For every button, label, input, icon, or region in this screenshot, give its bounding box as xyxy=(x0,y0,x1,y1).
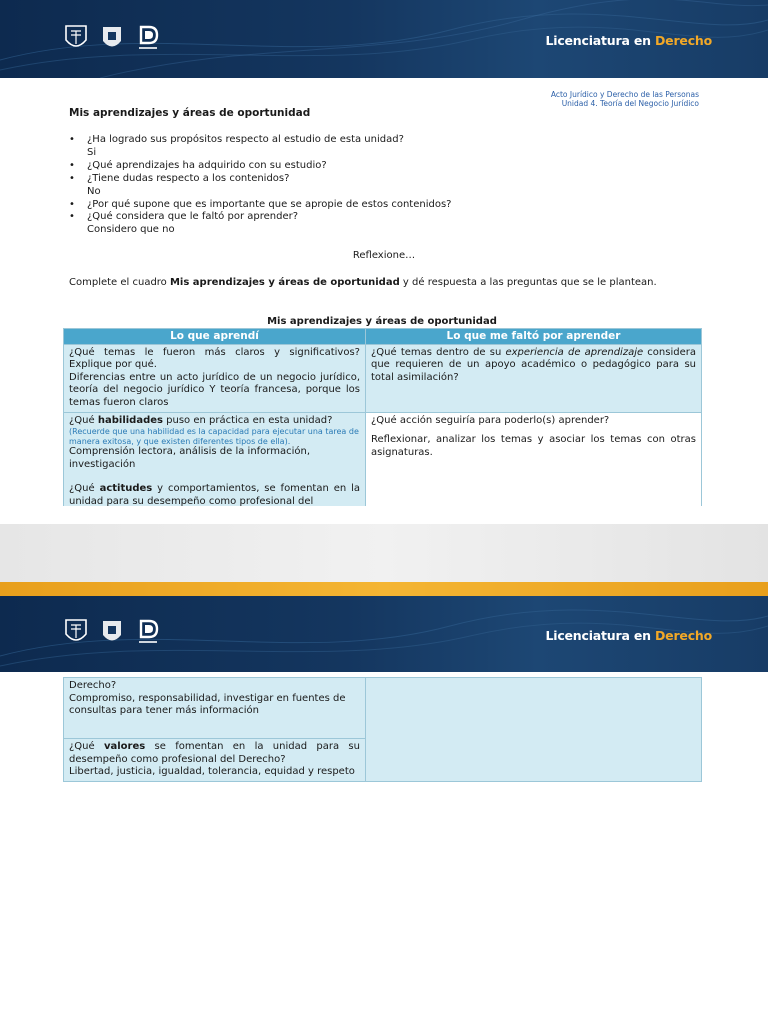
q-pre: ¿Qué xyxy=(69,483,100,495)
cell-answer: Libertad, justicia, igualdad, tolerancia, equidad y respeto xyxy=(69,766,355,778)
cell-question xyxy=(69,483,360,506)
reflexione-text: Reflexione… xyxy=(352,250,416,261)
course-name: Acto Jurídico y Derecho de las Personas xyxy=(550,90,699,99)
page-title: Mis aprendizajes y áreas de oportunidad xyxy=(69,107,311,119)
division-logo-icon xyxy=(135,616,161,648)
brand-prefix: Licenciatura en xyxy=(545,33,655,48)
table-cell xyxy=(366,412,702,506)
q-bold: habilidades xyxy=(97,414,163,426)
table-cell xyxy=(366,344,702,412)
table-row xyxy=(64,344,702,412)
question-text: ¿Por qué supone que es importante que se apropie de estos contenidos? xyxy=(87,198,452,210)
cell-question: Derecho? xyxy=(69,680,117,691)
cell-emphasis: experiencia de aprendizaje xyxy=(505,346,644,358)
answer-text: Considero que no xyxy=(87,224,175,236)
instruction-bold: Mis aprendizajes y áreas de oportunidad xyxy=(169,277,400,288)
bullet-icon: • xyxy=(69,211,75,223)
question-text: ¿Tiene dudas respecto a los contenidos? xyxy=(87,172,290,184)
q-post: se fomentan en la unidad para su desempeño como profesional del Derecho? xyxy=(69,741,360,765)
answer-text: Si xyxy=(87,146,97,158)
cell-question: ¿Qué temas dentro de su xyxy=(371,346,506,358)
column-header-missing: Lo que me faltó por aprender xyxy=(366,329,702,345)
page-header-banner-2 xyxy=(0,596,768,672)
column-header-learned: Lo que aprendí xyxy=(64,329,366,345)
bullet-icon: • xyxy=(69,198,75,210)
table-page1-clip xyxy=(0,0,768,506)
q-pre: ¿Qué xyxy=(69,741,104,752)
question-text: ¿Ha logrado sus propósitos respecto al estudio de esta unidad? xyxy=(87,134,404,145)
brand-accent: Derecho xyxy=(655,33,712,48)
table-cell xyxy=(64,412,366,506)
cell-answer: Diferencias entre un acto jurídico de un negocio jurídico, teoría del negocio jurídico Y teoría francesa, porque los temas fueron claros xyxy=(69,371,360,408)
cell-question: considera que requieren de un apoyo académico o pedagógico para su total asimilación? xyxy=(371,346,696,383)
answer-text: No xyxy=(87,185,101,197)
q-pre: ¿Qué xyxy=(69,414,98,426)
cell-note: (Recuerde que una habilidad es la capacidad para ejecutar una tarea de manera exitosa, y que existen diferentes tipos de ella). xyxy=(69,427,359,446)
cell-answer: Comprensión lectora, análisis de la información, investigación xyxy=(69,446,311,470)
table-cell xyxy=(366,678,702,782)
page-break-band xyxy=(0,524,768,582)
institution-logos xyxy=(63,616,161,648)
q-bold: valores xyxy=(103,741,146,752)
q-post: y comportamientos, se fomentan en la unidad para su desempeño como profesional del xyxy=(69,483,360,506)
question-text: ¿Qué aprendizajes ha adquirido con su estudio? xyxy=(87,159,327,171)
shield-crest-icon xyxy=(99,616,125,648)
learning-table-continued xyxy=(63,677,702,782)
gold-divider xyxy=(0,582,768,596)
cell-question xyxy=(69,741,360,766)
unit-name: Unidad 4. Teoría del Negocio Jurídico xyxy=(561,99,699,108)
bullet-icon: • xyxy=(69,159,75,171)
unam-crest-icon xyxy=(63,616,89,648)
brand-accent: Derecho xyxy=(655,628,712,643)
q-bold: actitudes xyxy=(99,483,153,495)
table-cell xyxy=(64,678,366,739)
table-row xyxy=(64,678,702,739)
question-text: ¿Qué considera que le faltó por aprender? xyxy=(87,211,299,223)
cell-question: ¿Qué acción seguiría para poderlo(s) aprender? xyxy=(371,414,610,426)
table-cell xyxy=(64,739,366,782)
table-header-row xyxy=(64,329,702,345)
program-brand xyxy=(545,628,712,643)
learning-table xyxy=(63,328,702,506)
table-row xyxy=(64,412,702,506)
cell-question xyxy=(69,415,360,428)
q-post: puso en práctica en esta unidad? xyxy=(162,414,333,426)
table-title: Mis aprendizajes y áreas de oportunidad xyxy=(267,316,497,327)
bullet-icon: • xyxy=(69,134,75,145)
cell-answer: Compromiso, responsabilidad, investigar en fuentes de consultas para tener más información xyxy=(69,692,346,717)
instruction-after: y dé respuesta a las preguntas que se le plantean. xyxy=(399,277,657,288)
instruction-before: Complete el cuadro xyxy=(69,277,170,288)
cell-answer: Reflexionar, analizar los temas y asociar los temas con otras asignaturas. xyxy=(371,434,696,458)
cell-question: ¿Qué temas le fueron más claros y significativos? Explique por qué. xyxy=(69,346,360,371)
bullet-icon: • xyxy=(69,172,75,184)
brand-prefix: Licenciatura en xyxy=(545,628,655,643)
table-cell xyxy=(64,344,366,412)
